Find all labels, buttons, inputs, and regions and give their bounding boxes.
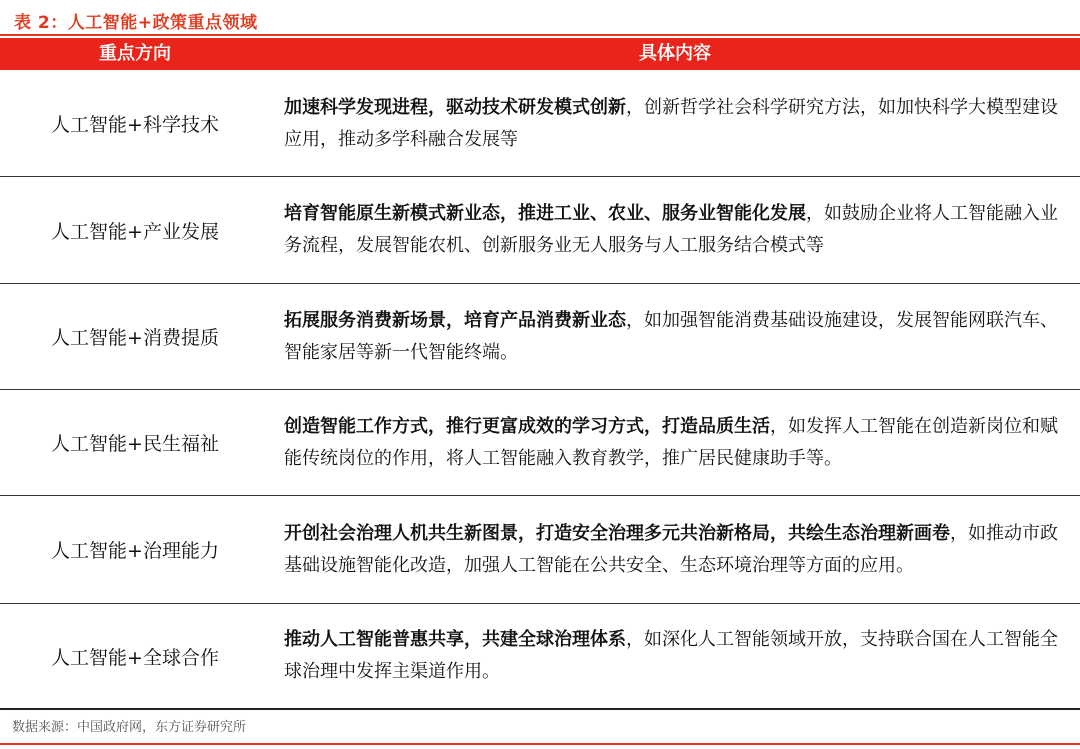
row-content — [284, 177, 1068, 283]
row-content-bold: 拓展服务消费新场景，培育产品消费新业态 — [284, 309, 626, 331]
row-direction: 人工智能+治理能力 — [51, 540, 219, 562]
row-direction: 人工智能+消费提质 — [51, 327, 219, 349]
table-title: 表 2：人工智能+政策重点领域 — [14, 13, 258, 33]
header-direction: 重点方向 — [99, 43, 171, 64]
table-bottom-border — [0, 708, 1080, 710]
table-row — [0, 496, 1080, 604]
row-content-text: ，如深化人工智能领域开放，支持联合国在人工智能全球治理中发挥主渠道作用。 — [284, 629, 1058, 682]
row-direction: 人工智能+全球合作 — [51, 646, 219, 669]
row-direction: 人工智能+产业发展 — [51, 220, 219, 243]
row-content-bold: 开创社会治理人机共生新图景，打造安全治理多元共治新格局，共绘生态治理新画卷 — [284, 522, 950, 544]
row-content-text: ，如加强智能消费基础设施建设，发展智能网联汽车、智能家居等新一代智能终端。 — [284, 309, 1058, 363]
row-content-text: ，如鼓励企业将人工智能融入业务流程，发展智能农机、创新服务业无人服务与人工服务结合模式等 — [284, 203, 1058, 256]
table-row — [0, 390, 1080, 496]
row-content — [284, 71, 1068, 176]
row-direction: 人工智能+民生福祉 — [51, 433, 219, 455]
row-content-bold: 创造智能工作方式，推行更富成效的学习方式，打造品质生活 — [284, 415, 770, 437]
table-row — [0, 284, 1080, 390]
footer-divider — [0, 743, 1080, 745]
row-content-bold: 加速科学发现进程，驱动技术研发模式创新 — [284, 96, 626, 118]
header-content: 具体内容 — [639, 43, 711, 64]
row-content-bold: 推动人工智能普惠共享，共建全球治理体系 — [284, 629, 626, 650]
row-content — [284, 604, 1068, 708]
row-content-text: ，如推动市政基础设施智能化改造，加强人工智能在公共安全、生态环境治理等方面的应用。 — [284, 522, 1058, 576]
table-row — [0, 604, 1080, 708]
row-content-text: ，如发挥人工智能在创造新岗位和赋能传统岗位的作用，将人工智能融入教育教学，推广居民健康助手等。 — [284, 415, 1058, 469]
title-divider — [0, 34, 1080, 36]
row-content — [284, 390, 1068, 495]
table-header — [0, 38, 1080, 70]
row-content — [284, 284, 1068, 389]
row-direction: 人工智能+科学技术 — [51, 114, 219, 136]
table-row — [0, 71, 1080, 177]
row-content-text: ，创新哲学社会科学研究方法，如加快科学大模型建设应用，推动多学科融合发展等 — [284, 96, 1058, 150]
row-content-bold: 培育智能原生新模式新业态，推进工业、农业、服务业智能化发展 — [284, 203, 806, 224]
source-note: 数据来源：中国政府网，东方证券研究所 — [12, 720, 247, 735]
row-content — [284, 496, 1068, 603]
table-row — [0, 177, 1080, 284]
